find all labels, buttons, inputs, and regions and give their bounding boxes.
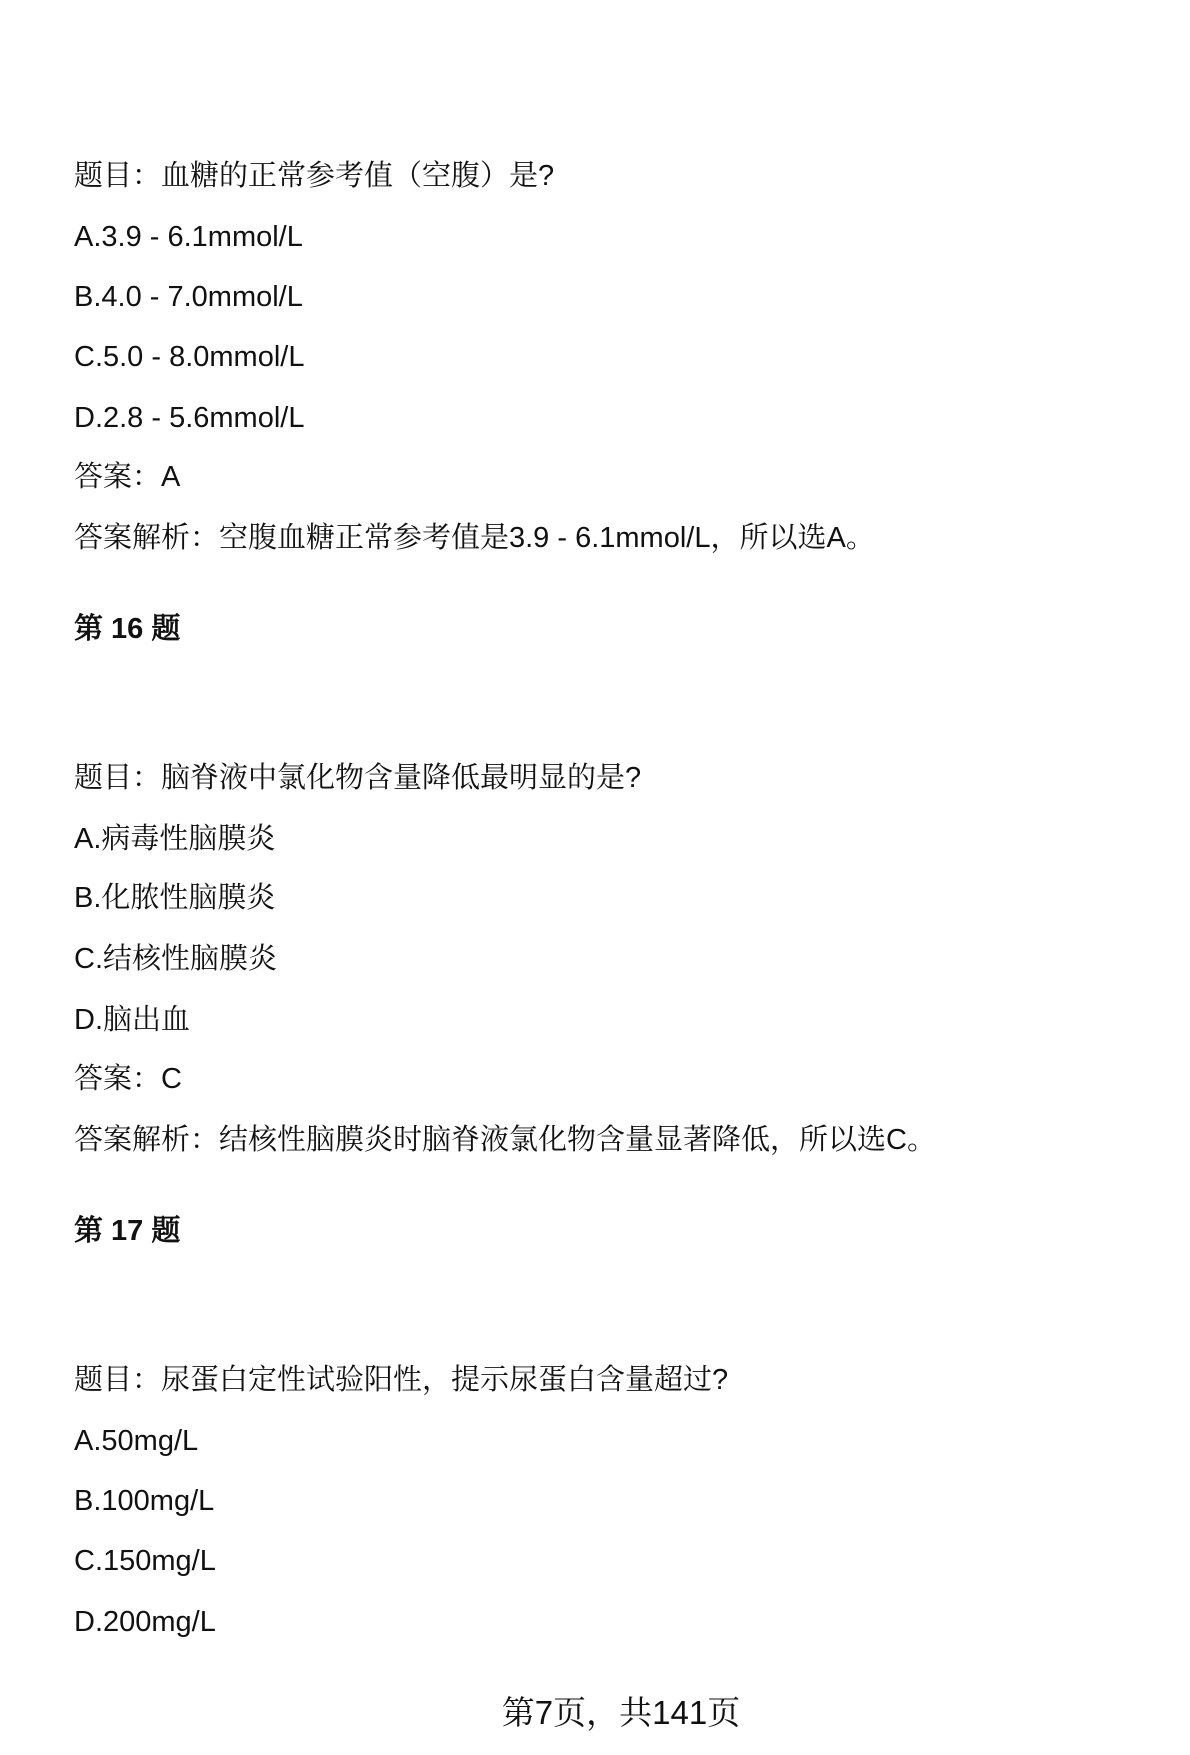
option-a: A.病毒性脑膜炎 (74, 823, 276, 855)
option-d: D.200mg/L (74, 1606, 216, 1638)
answer-analysis: 答案解析：结核性脑膜炎时脑脊液氯化物含量显著降低，所以选C。 (74, 1124, 936, 1156)
page-number: 第7页，共141页 (501, 1694, 741, 1731)
answer-analysis: 答案解析：空腹血糖正常参考值是3.9 - 6.1mmol/L，所以选A。 (74, 522, 875, 554)
question-heading: 第 17 题 (74, 1215, 181, 1247)
option-a: A.3.9 - 6.1mmol/L (74, 221, 303, 253)
option-a: A.50mg/L (74, 1425, 199, 1457)
question-stem: 题目：尿蛋白定性试验阳性，提示尿蛋白含量超过? (74, 1364, 729, 1396)
option-c: C.结核性脑膜炎 (74, 943, 278, 975)
option-b: B.化脓性脑膜炎 (74, 882, 276, 914)
question-heading: 第 16 题 (74, 613, 181, 645)
option-c: C.150mg/L (74, 1545, 216, 1577)
answer: 答案：A (74, 461, 181, 493)
option-b: B.100mg/L (74, 1485, 215, 1517)
question-stem: 题目：血糖的正常参考值（空腹）是? (74, 160, 555, 192)
option-c: C.5.0 - 8.0mmol/L (74, 341, 305, 373)
answer: 答案：C (74, 1063, 182, 1095)
option-d: D.脑出血 (74, 1004, 191, 1036)
option-b: B.4.0 - 7.0mmol/L (74, 281, 303, 313)
question-stem: 题目：脑脊液中氯化物含量降低最明显的是? (74, 762, 642, 794)
option-d: D.2.8 - 5.6mmol/L (74, 402, 305, 434)
